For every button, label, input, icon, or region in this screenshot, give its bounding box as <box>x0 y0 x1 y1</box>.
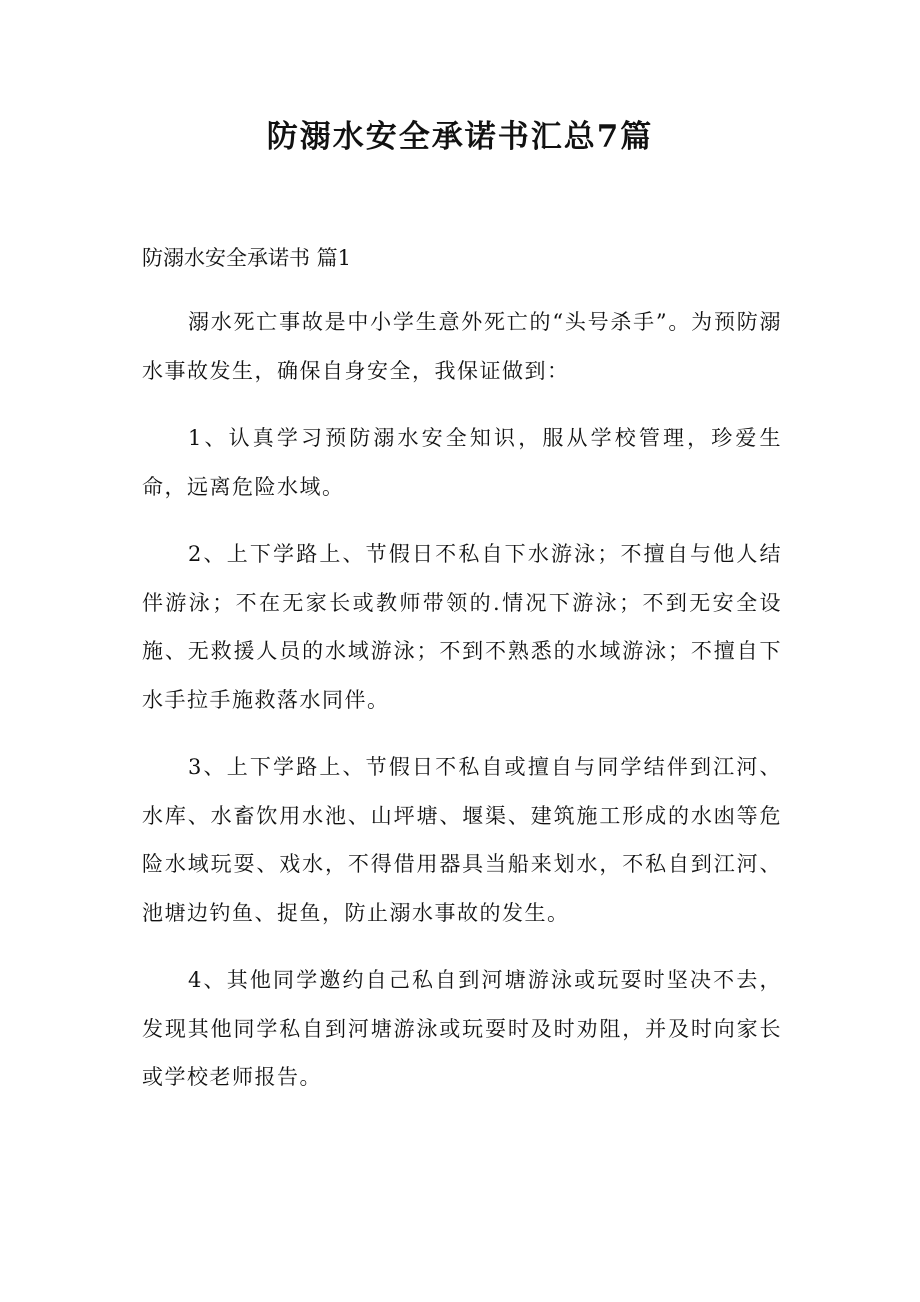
pledge-item-1: 1、认真学习预防溺水安全知识，服从学校管理，珍爱生命，远离危险水域。 <box>142 426 782 499</box>
section-heading: 防溺水安全承诺书 篇1 <box>142 246 352 270</box>
intro-paragraph: 溺水死亡事故是中小学生意外死亡的“头号杀手”。为预防溺水事故发生，确保自身安全，我保证做到： <box>142 310 782 383</box>
document-title: 防溺水安全承诺书汇总7篇 <box>266 119 654 155</box>
document-body <box>142 298 782 1121</box>
pledge-item-3: 3、上下学路上、节假日不私自或擅自与同学结伴到江河、水库、水畜饮用水池、山坪塘、堰渠、建筑施工形成的水凼等危险水域玩耍、戏水，不得借用器具当船来划水，不私自到江河、池塘边钓鱼、捉鱼，防止溺水事故的发生。 <box>142 755 782 925</box>
pledge-item-4: 4、其他同学邀约自己私自到河塘游泳或玩耍时坚决不去，发现其他同学私自到河塘游泳或玩耍时及时劝阻，并及时向家长或学校老师报告。 <box>142 968 782 1089</box>
pledge-item-2: 2、上下学路上、节假日不私自下水游泳；不擅自与他人结伴游泳；不在无家长或教师带领的.情况下游泳；不到无安全设施、无救援人员的水域游泳；不到不熟悉的水域游泳；不擅自下水手拉手施救落水同伴。 <box>142 542 782 712</box>
